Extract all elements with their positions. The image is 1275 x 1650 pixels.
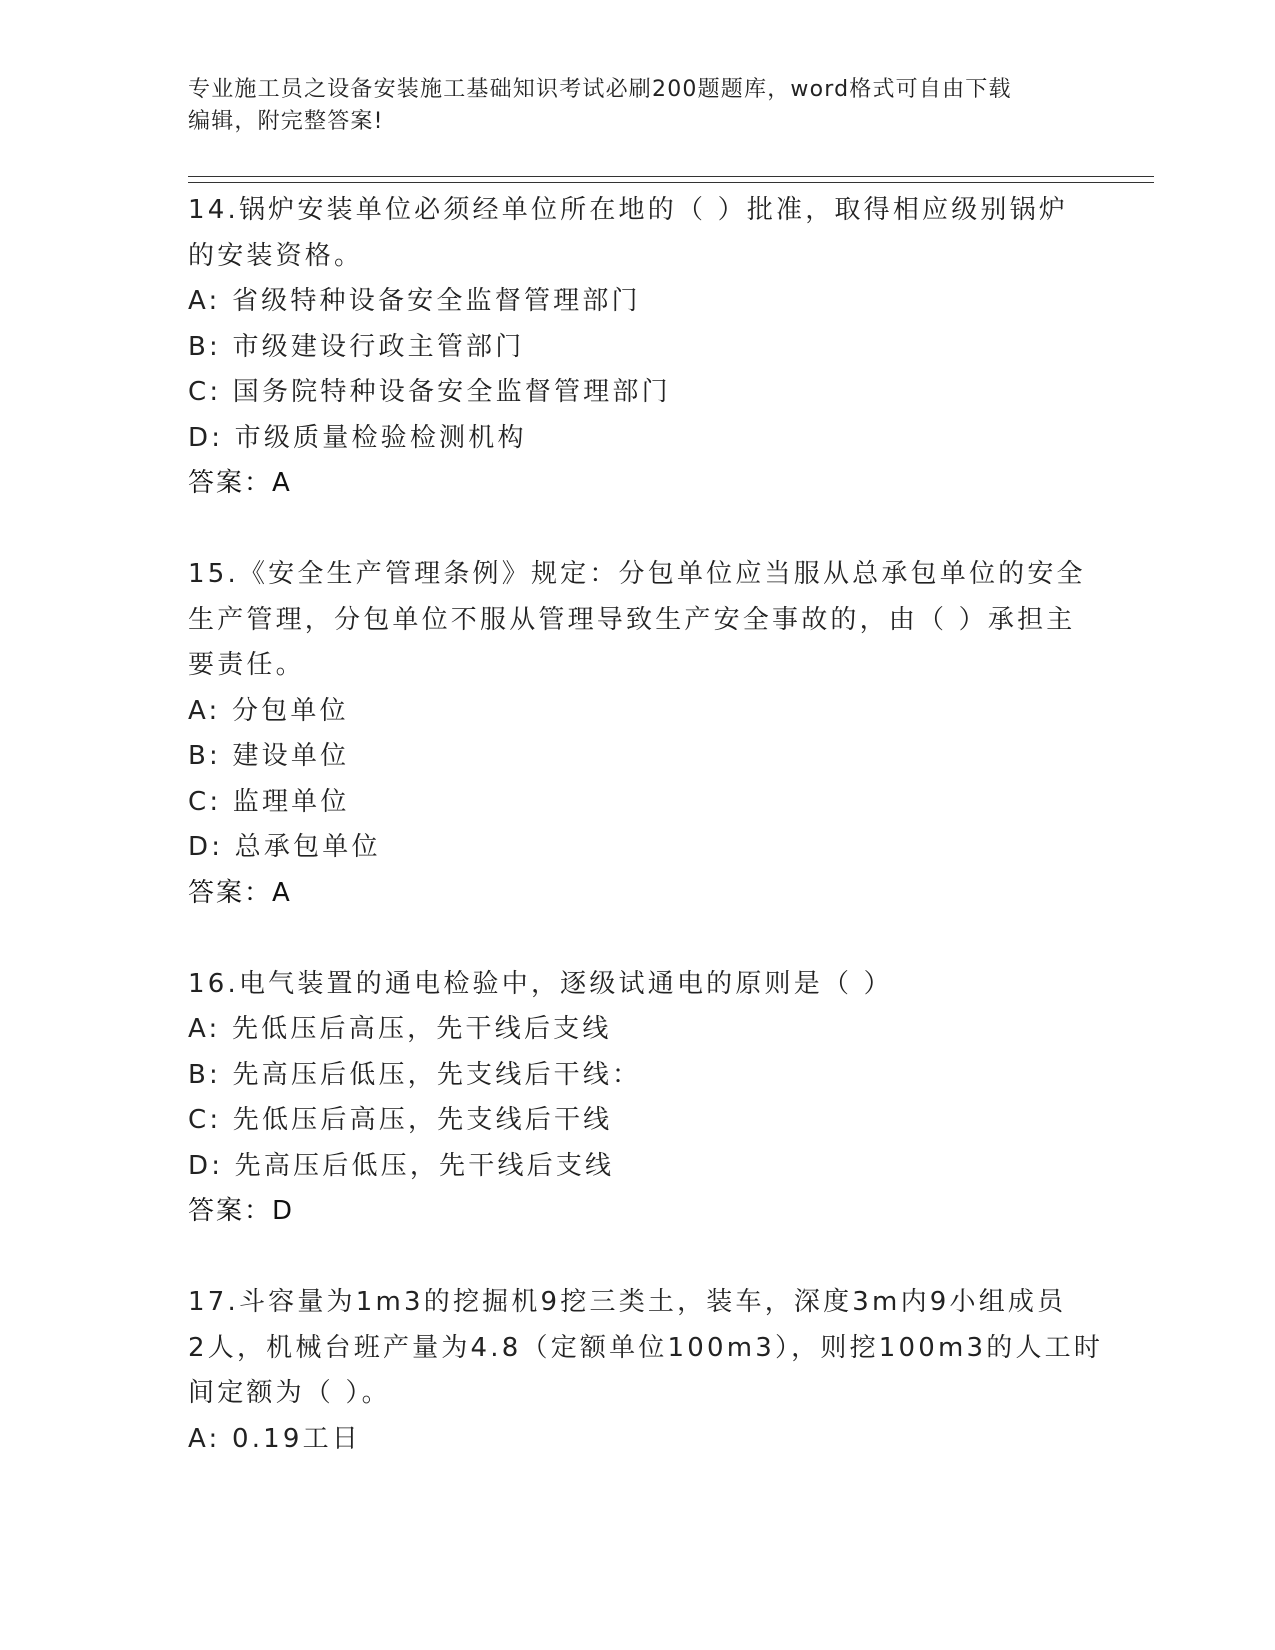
header-divider-bottom [188,182,1154,183]
question-text-line: 间定额为（ ）。 [188,1378,391,1408]
option-a: A: 0.19工日 [188,1423,362,1454]
question-text-line: 15.《安全生产管理条例》规定：分包单位应当服从总承包单位的安全 [188,559,1086,589]
question-text-line: 的安装资格。 [188,240,364,271]
document-header [188,74,1068,138]
question-17 [188,1280,1104,1462]
option-a: A: 先低压后高压，先干线后支线 [188,1014,612,1044]
option-b: B: 市级建设行政主管部门 [188,331,525,362]
option-a: A: 省级特种设备安全监督管理部门 [188,286,641,316]
question-text-line: 17.斗容量为1m3的挖掘机9挖三类土，装车，深度3m内9小组成员 [188,1287,1067,1317]
option-b: B: 建设单位 [188,741,350,771]
option-b: B: 先高压后低压，先支线后干线： [188,1059,642,1090]
option-c: C: 国务院特种设备安全监督管理部门 [188,377,671,407]
question-14 [188,188,1068,507]
question-text-line: 16.电气装置的通电检验中，逐级试通电的原则是（ ） [188,968,893,999]
question-text-line: 生产管理，分包单位不服从管理导致生产安全事故的，由（ ）承担主 [188,604,1076,635]
option-c: C: 监理单位 [188,786,350,817]
answer: 答案：A [188,468,292,498]
option-d: D: 先高压后低压，先干线后支线 [188,1150,615,1181]
option-d: D: 市级质量检验检测机构 [188,422,527,453]
option-d: D: 总承包单位 [188,832,381,862]
option-a: A: 分包单位 [188,695,349,726]
header-line-1: 专业施工员之设备安装施工基础知识考试必刷200题题库，word格式可自由下载 [188,77,1012,102]
question-16 [188,962,1068,1235]
question-text-line: 14.锅炉安装单位必须经单位所在地的（ ）批准，取得相应级别锅炉 [188,195,1069,225]
option-c: C: 先低压后高压，先支线后干线 [188,1105,613,1135]
question-15 [188,552,1086,916]
question-list [188,188,1104,1508]
question-text-line: 要责任。 [188,650,305,680]
header-line-2: 编辑，附完整答案! [188,109,384,134]
answer: 答案：D [188,1196,295,1226]
answer: 答案：A [188,877,292,908]
header-divider-top [188,176,1154,177]
question-text-line: 2人，机械台班产量为4.8（定额单位100m3），则挖100m3的人工时 [188,1332,1104,1363]
